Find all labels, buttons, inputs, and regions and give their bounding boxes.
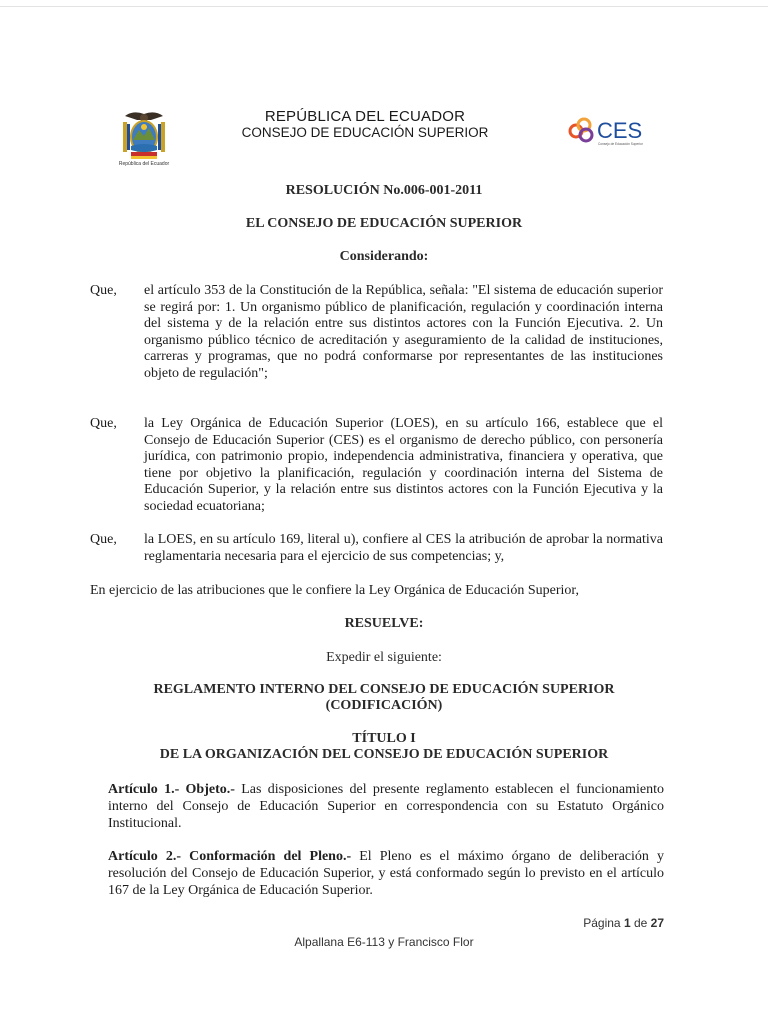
coat-caption: República del Ecuador (118, 161, 170, 167)
issuing-body: EL CONSEJO DE EDUCACIÓN SUPERIOR (245, 216, 523, 231)
title-name: DE LA ORGANIZACIÓN DEL CONSEJO DE EDUCACIÓN SUPERIOR (159, 747, 609, 762)
article-heading: Artículo 1.- Objeto.- (108, 782, 235, 797)
letterhead (190, 108, 540, 141)
coat-of-arms-icon (121, 108, 167, 162)
svg-text:Consejo de Educación Superior: Consejo de Educación Superior (598, 142, 643, 146)
consideration-label: Que, (90, 416, 117, 431)
title-number: TÍTULO I (352, 731, 416, 746)
resolves-heading: RESUELVE: (344, 616, 424, 631)
article-2 (108, 848, 664, 899)
ces-logo-icon (567, 112, 667, 152)
article-text: Las disposiciones del presente reglamento establecen el funcionamiento interno del Consejo de Educación Superior en correspondencia con su Estatuto Orgánico Institucional. (108, 782, 664, 831)
letterhead-institution: CONSEJO DE EDUCACIÓN SUPERIOR (241, 125, 489, 140)
ces-logo (567, 112, 667, 152)
consideration-text: la LOES, en su artículo 169, literal u), confiere al CES la atribución de aprobar la normativa reglamentaria necesaria para el ejercicio de sus competencias; y, (144, 532, 663, 564)
regulation-subtitle: (CODIFICACIÓN) (325, 698, 443, 713)
consideration-label: Que, (90, 532, 117, 547)
letterhead-country: REPÚBLICA DEL ECUADOR (264, 108, 466, 125)
considering-heading: Considerando: (339, 249, 429, 264)
svg-text:CES: CES (597, 118, 643, 143)
regulation-title: REGLAMENTO INTERNO DEL CONSEJO DE EDUCACIÓN SUPERIOR (153, 682, 615, 697)
issue-statement: Expedir el siguiente: (326, 650, 442, 665)
coat-of-arms (112, 108, 176, 167)
article-heading: Artículo 2.- Conformación del Pleno.- (108, 849, 352, 864)
article-text: El Pleno es el máximo órgano de deliberación y resolución del Consejo de Educación Superior, y está conformado según lo previsto en el artículo 167 de la Ley Orgánica de Educación Superior. (108, 849, 664, 898)
consideration-label: Que, (90, 283, 117, 298)
exercise-statement: En ejercicio de las atribuciones que le confiere la Ley Orgánica de Educación Superior, (90, 583, 579, 598)
resolution-number: RESOLUCIÓN No.006-001-2011 (285, 183, 483, 198)
page-number: Página 1 de 27 (583, 916, 664, 930)
footer-address: Alpallana E6-113 y Francisco Flor (294, 935, 474, 949)
consideration-text: la Ley Orgánica de Educación Superior (LOES), en su artículo 166, establece que el Consejo de Educación Superior (CES) es el organismo de derecho público, con personería jurídica, con patrimonio propio, independencia administrativa, financiera y operativa, que tiene por objetivo la planificación, regulación y coordinación interna del Sistema de Educación Superior, y la relación entre sus distintos actores con la Función Ejecutiva y la sociedad ecuatoriana; (144, 416, 663, 514)
consideration-text: el artículo 353 de la Constitución de la República, señala: "El sistema de educación superior se regirá por: 1. Un organismo público de planificación, regulación y coordinación interna del sistema y de la relación entre sus distintos actores con la Función Ejecutiva. 2. Un organismo público técnico de acreditación y aseguramiento de la calidad de instituciones, carreras y programas, que no podrá conformarse por representantes de las instituciones objeto de regulación"; (144, 283, 663, 381)
article-1 (108, 781, 664, 832)
